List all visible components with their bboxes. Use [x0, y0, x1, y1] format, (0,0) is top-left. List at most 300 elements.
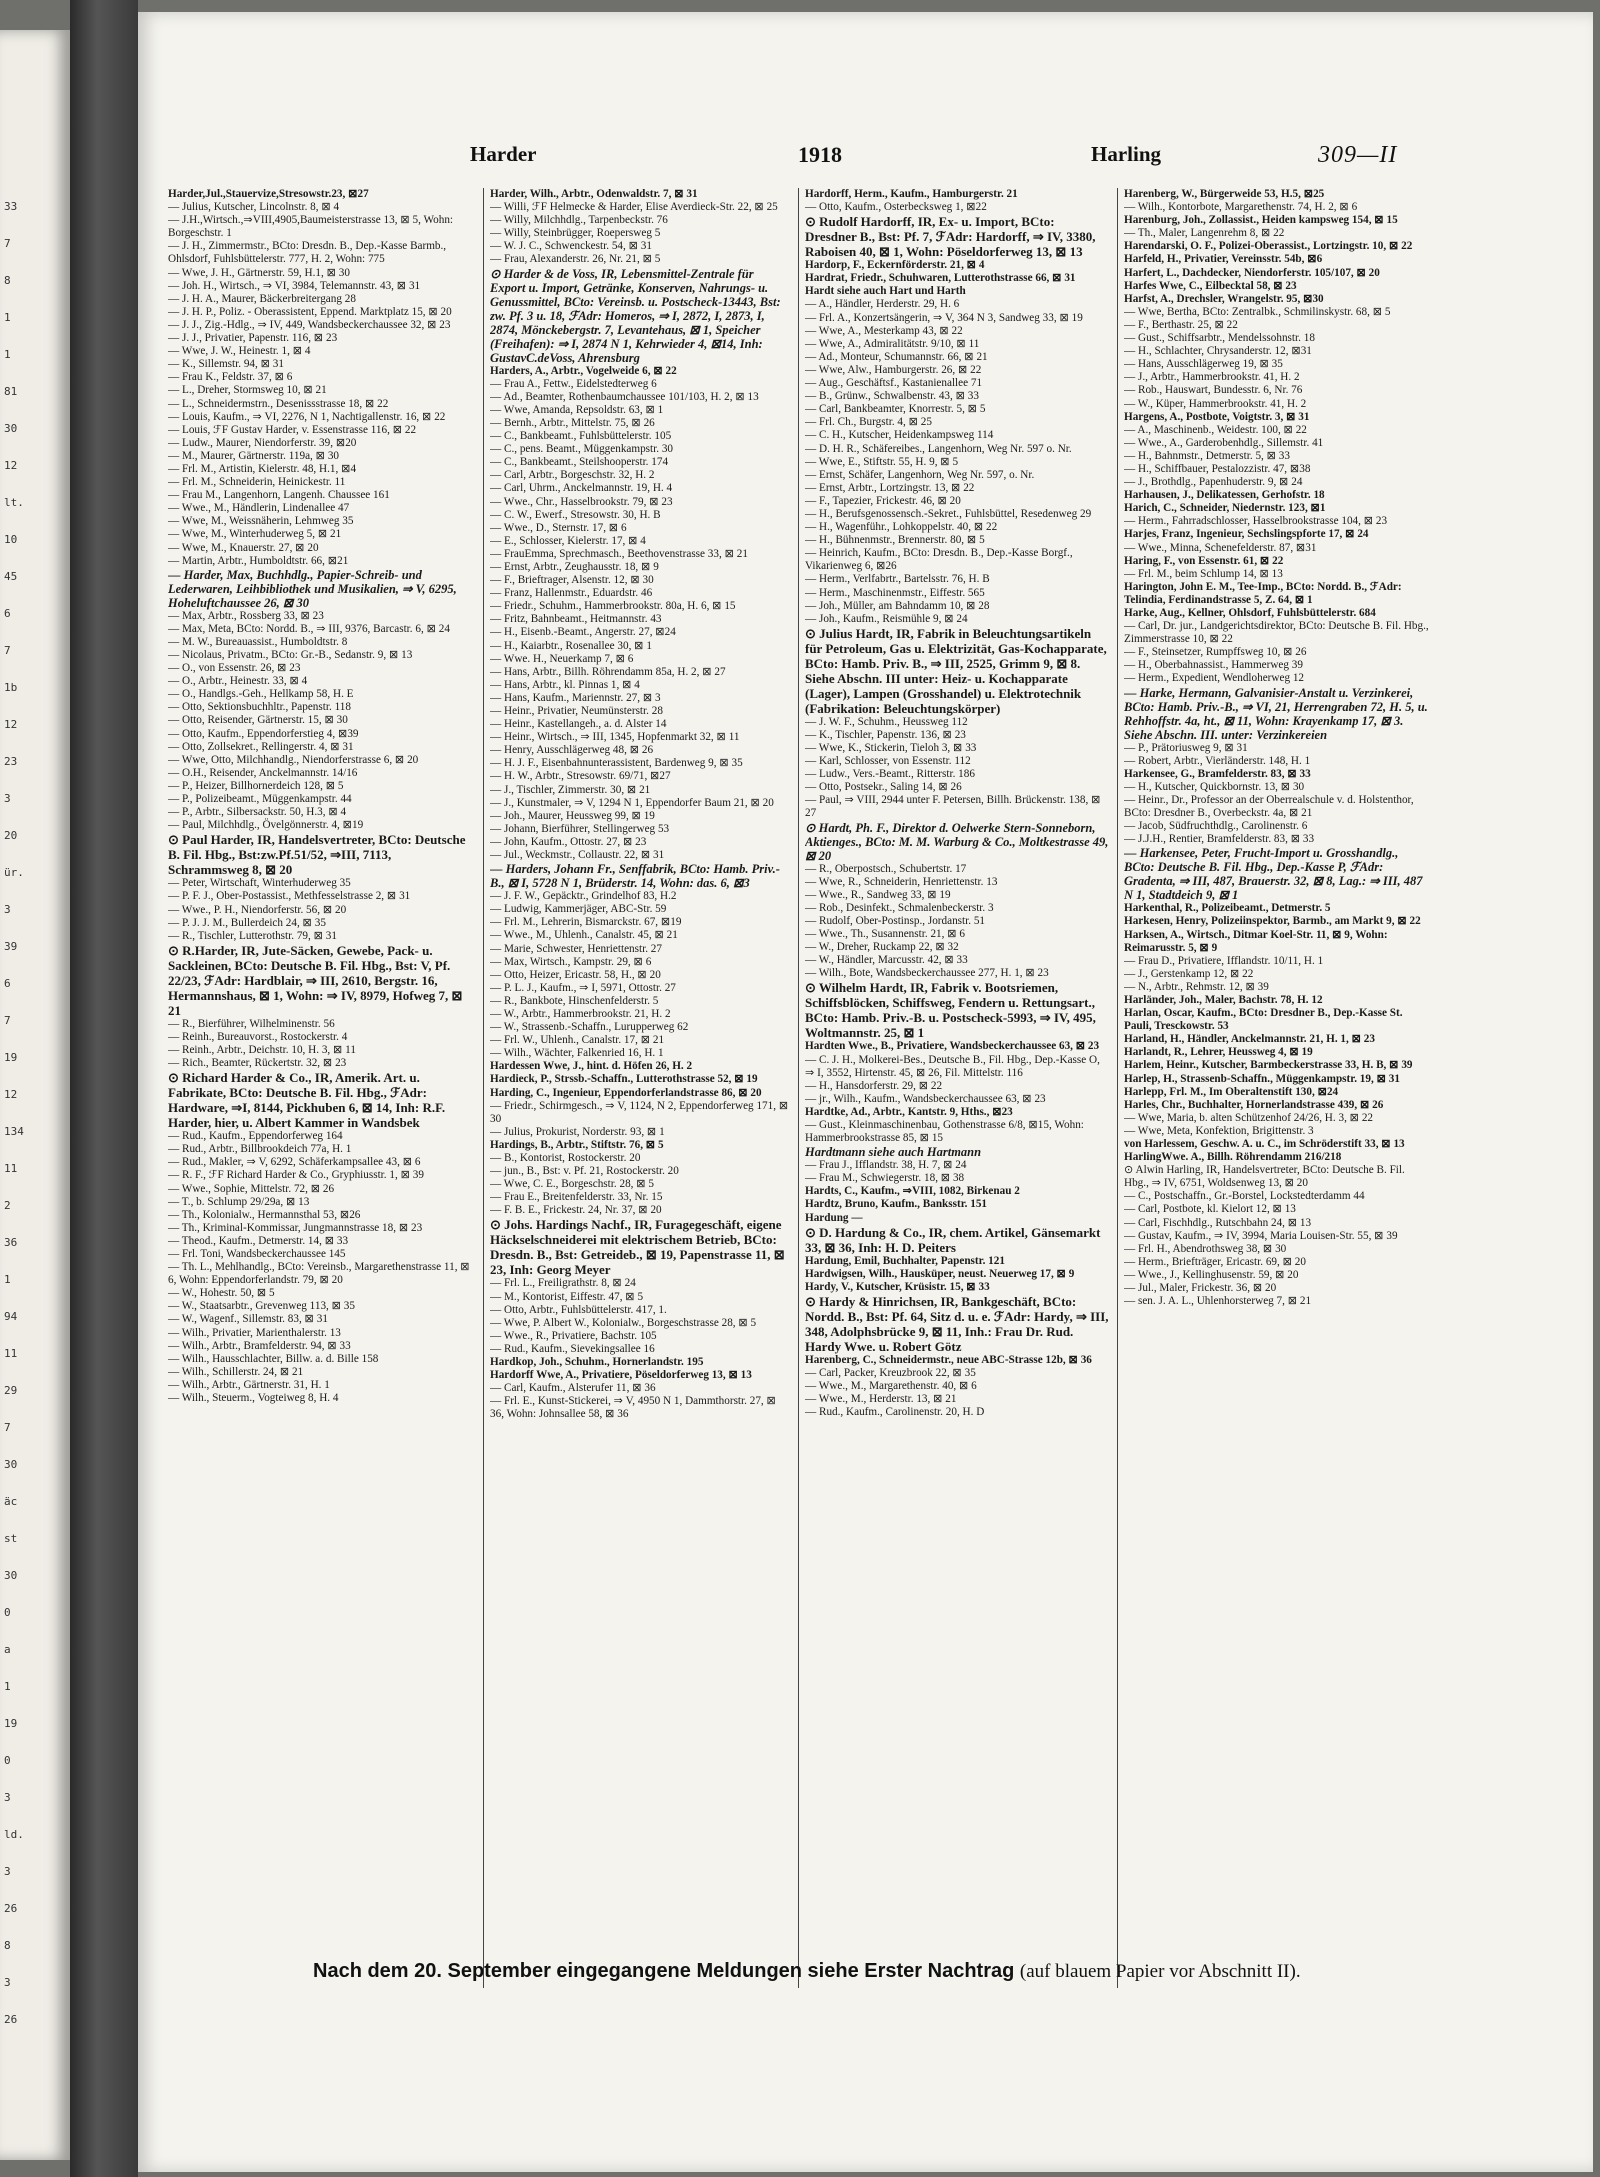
directory-entry: Harenberg, C., Schneidermstr., neue ABC-Strasse 12b, ⊠ 36	[805, 1353, 1092, 1366]
directory-entry: — Wwe, A., Admiralitätstr. 9/10, ⊠ 11	[805, 337, 980, 350]
left-page-fragment: 26	[4, 2013, 18, 2026]
directory-entry: — F., Brieftrager, Alsenstr. 12, ⊠ 30	[490, 574, 654, 587]
directory-entry: — Ludw., Maurer, Niendorferstr. 39, ⊠20	[168, 436, 357, 449]
directory-entry: — J. H. A., Maurer, Bäckerbreitergang 28	[168, 292, 356, 305]
directory-entry: — Harke, Hermann, Galvanisier-Anstalt u. Verzinkerei, BCto: Hamb. Priv.-B., ⇒ VI, 21, Herrengraben 72, H. 5, u. Rehhoffstr. 4a, ht., ⊠ 11, Wohn: Krayenkamp 17, ⊠ 3. Siehe Abschn. III. unter: Verzinkereien	[1124, 685, 1428, 742]
directory-entry: — Ad., Monteur, Schumannstr. 66, ⊠ 21	[805, 350, 988, 363]
directory-entry: — P., Arbtr., Silbersackstr. 50, H.3, ⊠ 4	[168, 806, 347, 819]
directory-entry: — Frau J., Ifflandstr. 38, H. 7, ⊠ 24	[805, 1159, 967, 1172]
column-divider	[483, 188, 484, 1988]
directory-entry: — Ludw., Vers.-Beamt., Ritterstr. 186	[805, 768, 975, 781]
directory-entry: — F., Berthastr. 25, ⊠ 22	[1124, 318, 1238, 331]
left-page-fragment: ür.	[4, 866, 24, 879]
directory-entry: — H., Hansdorferstr. 29, ⊠ 22	[805, 1079, 943, 1092]
directory-entry: — FrauEmma, Sprechmasch., Beethovenstrasse 33, ⊠ 21	[490, 547, 748, 560]
directory-entry: — W., Strassenb.-Schaffn., Lurupperweg 62	[490, 1021, 689, 1034]
left-page-fragment: 20	[4, 829, 18, 842]
directory-entry: — J. F. W., Gepäcktr., Grindelhof 83, H.2	[490, 890, 677, 903]
directory-entry: — Frl. M., beim Schlump 14, ⊠ 13	[1124, 567, 1283, 580]
left-page-fragment: 3	[4, 1976, 11, 1989]
directory-entry: Harlepp, Frl. M., Im Oberaltenstift 130, ⊠24	[1124, 1085, 1339, 1098]
directory-entry: — Wwe., Chr., Hasselbrookstr. 79, ⊠ 23	[490, 495, 673, 508]
directory-entry: — Heinr., Kastellangeh., a. d. Alster 14	[490, 718, 667, 731]
directory-entry: — Otto, Reisender, Gärtnerstr. 15, ⊠ 30	[168, 714, 348, 727]
directory-entry: — Hans, Arbtr., Billh. Röhrendamm 85a, H. 2, ⊠ 27	[490, 665, 726, 678]
directory-entry: — Theod., Kaufm., Detmerstr. 14, ⊠ 33	[168, 1234, 349, 1247]
directory-entry: — Th., Maler, Langenrehm 8, ⊠ 22	[1124, 227, 1285, 240]
directory-entry: — Rich., Beamter, Rückertstr. 32, ⊠ 23	[168, 1057, 347, 1070]
directory-entry: — C., Postschaffn., Gr.-Borstel, Lockstedterdamm 44	[1124, 1190, 1365, 1203]
directory-entry: ⊙ Johs. Hardings Nachf., IR, Furagegeschäft, eigene Häckselschneiderei mit elektrischem Betrieb, BCto: Dresdn. B., Bst: Getreideb., ⊠ 19, Papenstrasse 11, ⊠ 23, Inh: Georg Meyer	[490, 1217, 785, 1278]
left-page-fragment: 94	[4, 1310, 18, 1323]
directory-entry: Hardkop, Joh., Schuhm., Hornerlandstr. 195	[490, 1356, 704, 1369]
directory-entry: — K., Tischler, Papenstr. 136, ⊠ 23	[805, 728, 966, 741]
left-page-fragment: 3	[4, 792, 11, 805]
directory-entry: — Ernst, Arbtr., Lortzingstr. 13, ⊠ 22	[805, 481, 975, 494]
directory-entry: — P. F. J., Ober-Postassist., Methfesselstrasse 2, ⊠ 31	[168, 890, 411, 903]
directory-entry: — Jul., Maler, Frickestr. 36, ⊠ 20	[1124, 1282, 1277, 1295]
directory-entry: — Wwe, Bertha, BCto: Zentralbk., Schmilinskystr. 68, ⊠ 5	[1124, 305, 1391, 318]
footer-note	[313, 1960, 1563, 1992]
directory-entry: — Heinr., Dr., Professor an der Oberrealschule v. d. Holstenthor, BCto: Dresdner B., Overbeckstr. 4a, ⊠ 21	[1124, 793, 1414, 820]
directory-entry: Harding, C., Ingenieur, Eppendorferlandstrasse 86, ⊠ 20	[490, 1086, 762, 1099]
directory-entry: — Karl, Schlosser, von Essenstr. 112	[805, 755, 971, 768]
directory-entry: — H., Berufsgenossensch.-Sekret., Fuhlsbüttel, Resedenweg 29	[805, 507, 1092, 520]
directory-entry: — Johann, Bierführer, Stellingerweg 53	[490, 822, 670, 835]
directory-entry: Harles, Chr., Buchhalter, Hornerlandstrasse 439, ⊠ 26	[1124, 1098, 1384, 1111]
directory-entry: ⊙ R.Harder, IR, Jute-Säcken, Gewebe, Pack- u. Sackleinen, BCto: Deutsche B. Fil. Hbg., Bst: V, Pf. 22/23, ℱAdr: Hardblair, ⇒ III, 2610, Bergstr. 16, Hermannshaus, ⊠ 1, Wohn: ⇒ IV, 8979, Hofweg 7, ⊠ 21	[168, 942, 463, 1018]
directory-entry: — Carl, Fischhdlg., Rutschbahn 24, ⊠ 13	[1124, 1216, 1312, 1229]
directory-entry: — Reinh., Bureauvorst., Rostockerstr. 4	[168, 1030, 348, 1043]
directory-entry: — W., Händler, Marcusstr. 42, ⊠ 33	[805, 954, 968, 967]
directory-entry: — D. H. R., Schäfereibes., Langenhorn, Weg Nr. 597 o. Nr.	[805, 442, 1072, 455]
directory-entry: Harkensee, G., Bramfelderstr. 83, ⊠ 33	[1124, 767, 1311, 780]
directory-entry: — Wilh., Kontorbote, Margarethenstr. 74, H. 2, ⊠ 6	[1124, 201, 1358, 214]
directory-entry: — Carl, Kaufm., Alsterufer 11, ⊠ 36	[490, 1382, 656, 1395]
directory-entry: — Harder, Max, Buchhdlg., Papier-Schreib- und Lederwaren, Leihbibliothek und Musikalien, ⇒ V, 6295, Hoheluftchaussee 26, ⊠ 30	[168, 567, 457, 610]
directory-entry: — Carl, Uhrm., Anckelmannstr. 19, H. 4	[490, 482, 673, 495]
directory-entry: — Carl, Arbtr., Borgeschstr. 32, H. 2	[490, 469, 655, 482]
directory-entry: Harfst, A., Drechsler, Wrangelstr. 95, ⊠30	[1124, 292, 1324, 305]
directory-entry: — Wwe., P. H., Niendorferstr. 56, ⊠ 20	[168, 903, 347, 916]
directory-entry: — Willy, Steinbrügger, Roepersweg 5	[490, 227, 661, 240]
directory-entry: Harendarski, O. F., Polizei-Oberassist., Lortzingstr. 10, ⊠ 22	[1124, 240, 1413, 253]
directory-entry: Hardorff Wwe, A., Privatiere, Pöseldorferweg 13, ⊠ 13	[490, 1369, 752, 1382]
directory-entry: Harlandt, R., Lehrer, Heussweg 4, ⊠ 19	[1124, 1046, 1313, 1059]
directory-entry: — J. J., Privatier, Papenstr. 116, ⊠ 23	[168, 332, 338, 345]
directory-entry: — P. L. J., Kaufm., ⇒ I, 5971, Ottostr. 27	[490, 981, 676, 994]
header-year: 1918	[798, 142, 842, 167]
directory-entry: Harfeld, H., Privatier, Vereinsstr. 54b, ⊠6	[1124, 253, 1323, 266]
directory-entry: — Herm., Verlfabrtr., Bartelsstr. 76, H. B	[805, 573, 990, 586]
directory-entry: — W., Arbtr., Hammerbrookstr. 21, H. 2	[490, 1007, 671, 1020]
directory-entry: — J.J.H., Rentier, Bramfelderstr. 83, ⊠ 33	[1124, 833, 1315, 846]
directory-entry: — Frl. L., Freiligrathstr. 8, ⊠ 24	[490, 1277, 636, 1290]
directory-entry: — F. B. E., Frickestr. 24, Nr. 37, ⊠ 20	[490, 1204, 662, 1217]
directory-entry: — Carl, Bankbeamter, Knorrestr. 5, ⊠ 5	[805, 403, 986, 416]
directory-entry: — Th., Kriminal-Kommissar, Jungmannstrasse 18, ⊠ 23	[168, 1221, 423, 1234]
left-page-fragment: 1b	[4, 681, 18, 694]
directory-entry: — Wilh., Hausschlachter, Billw. a. d. Bille 158	[168, 1352, 379, 1365]
directory-entry: — B., Grünw., Schwalbenstr. 43, ⊠ 33	[805, 390, 979, 403]
directory-entry: ⊙ Rudolf Hardorff, IR, Ex- u. Import, BCto: Dresdner B., Bst: Pf. 7, ℱAdr: Hardorff, ⇒ IV, 3380, Raboisen 40, ⊠ 1, Wohn: Pöseldorferweg 13, ⊠ 13	[805, 214, 1096, 260]
directory-entry: Hardung —	[805, 1211, 863, 1224]
directory-entry: — Frau M., Langenhorn, Langenh. Chaussee 161	[168, 489, 390, 502]
directory-entry: — Julius, Prokurist, Norderstr. 93, ⊠ 1	[490, 1125, 665, 1138]
directory-entry: Hardtz, Bruno, Kaufm., Banksstr. 151	[805, 1198, 988, 1211]
directory-entry: von Harlessem, Geschw. A. u. C., im Schröderstift 33, ⊠ 13	[1124, 1138, 1405, 1150]
directory-entry: Hardung, Emil, Buchhalter, Papenstr. 121	[805, 1254, 1005, 1267]
left-page-fragment: 7	[4, 1014, 11, 1027]
directory-entry: Hardt siehe auch Hart und Harth	[805, 285, 966, 298]
directory-entry: — O., von Essenstr. 26, ⊠ 23	[168, 662, 301, 675]
directory-entry: — Wwe., M., Margarethenstr. 40, ⊠ 6	[805, 1380, 977, 1393]
page-header	[158, 142, 1553, 182]
directory-entry: — Wilh., Arbtr., Bramfelderstr. 94, ⊠ 33	[168, 1339, 351, 1352]
directory-entry: — Rob., Hauswart, Bundesstr. 6, Nr. 76	[1124, 384, 1303, 397]
left-page-fragment: 30	[4, 1569, 18, 1582]
directory-entry: — Wwe, R., Schneiderin, Henriettenstr. 13	[805, 875, 998, 888]
directory-entry: Hardorp, F., Eckernförderstr. 21, ⊠ 4	[805, 259, 985, 272]
left-page-fragment: st	[4, 1532, 18, 1545]
directory-entry: Hardorff, Herm., Kaufm., Hamburgerstr. 21	[805, 188, 1018, 200]
left-page-fragment: 7	[4, 644, 11, 657]
directory-entry: — Wilh., Privatier, Marienthalerstr. 13	[168, 1326, 341, 1339]
directory-entry: — P. J. J. M., Bullerdeich 24, ⊠ 35	[168, 916, 326, 929]
directory-entry: — Wwe, A., Mesterkamp 43, ⊠ 22	[805, 324, 963, 337]
directory-entry: — H. J. F., Eisenbahnunterassistent, Bardenweg 9, ⊠ 35	[490, 757, 743, 770]
directory-entry: Harders, A., Arbtr., Vogelweide 6, ⊠ 22	[490, 364, 677, 377]
left-page-fragment: 36	[4, 1236, 18, 1249]
directory-entry: — Frl. M., Artistin, Kielerstr. 48, H.1, ⊠4	[168, 462, 357, 475]
directory-entry: — Otto, Zollsekret., Rellingerstr. 4, ⊠ 31	[168, 740, 354, 753]
directory-entry: — Wwe, M., Weissnäherin, Lehmweg 35	[168, 515, 354, 528]
directory-entry: Harlem, Heinr., Kutscher, Barmbeckerstrasse 33, H. B, ⊠ 39	[1124, 1059, 1413, 1072]
directory-entry: — C. J. H., Molkerei-Bes., Deutsche B., Fil. Hbg., Dep.-Kasse O, ⇒ I, 3552, Hirtenstr. 45, ⊠ 26, Fil. Mittelstr. 116	[805, 1053, 1100, 1079]
directory-entry: — Wwe, J. H., Gärtnerstr. 59, H.1, ⊠ 30	[168, 266, 350, 279]
directory-entry: — Robert, Arbtr., Vierländerstr. 148, H. 1	[1124, 754, 1311, 767]
directory-entry: — Wwe. H., Neuerkamp 7, ⊠ 6	[490, 652, 634, 665]
directory-entry: — H., Wagenführ., Lohkoppelstr. 40, ⊠ 22	[805, 521, 998, 534]
directory-entry: — H., Bühnenmstr., Brennerstr. 80, ⊠ 5	[805, 534, 985, 547]
directory-entry: — Frl. E., Kunst-Stickerei, ⇒ V, 4950 N 1, Dammthorstr. 27, ⊠ 36, Wohn: Johnsallee 58, ⊠ 36	[490, 1395, 776, 1421]
directory-entry: — Wwe., M., Händlerin, Lindenallee 47	[168, 502, 350, 515]
directory-entry: — A., Händler, Herderstr. 29, H. 6	[805, 298, 960, 311]
directory-entry: — Wwe., R., Privatiere, Bachstr. 105	[490, 1329, 657, 1342]
directory-entry: — Herm., Briefträger, Ericastr. 69, ⊠ 20	[1124, 1255, 1306, 1268]
directory-entry: — Paul, Milchhdlg., Övelgönnerstr. 4, ⊠19	[168, 819, 364, 832]
directory-entry: — R., Tischler, Lutterothstr. 79, ⊠ 31	[168, 929, 337, 942]
left-page-fragment: 29	[4, 1384, 18, 1397]
directory-entry: — Marie, Schwester, Henriettenstr. 27	[490, 942, 662, 955]
directory-entry: Hardessen Wwe, J., hint. d. Höfen 26, H. 2	[490, 1060, 693, 1073]
left-page-fragment: 19	[4, 1051, 18, 1064]
left-page-fragment: 12	[4, 459, 18, 472]
directory-entry: — W., Hohestr. 50, ⊠ 5	[168, 1287, 275, 1300]
directory-entry: — O., Handlgs.-Geh., Hellkamp 58, H. E	[168, 688, 354, 701]
directory-entry: Harlep, H., Strassenb-Schaffn., Müggenkampstr. 19, ⊠ 31	[1124, 1072, 1400, 1085]
left-page-fragment: 11	[4, 1162, 18, 1175]
directory-entry: — Wwe., M., Herderstr. 13, ⊠ 21	[805, 1393, 957, 1406]
directory-entry: — Rob., Desinfekt., Schmalenbeckerstr. 3	[805, 901, 994, 914]
directory-entry: — Rud., Kaufm., Carolinenstr. 20, H. D	[805, 1406, 985, 1419]
left-page-fragment: 0	[4, 1606, 11, 1619]
directory-entry: — Friedr., Schirmgesch., ⇒ V, 1124, N 2, Eppendorferweg 171, ⊠ 30	[490, 1099, 789, 1125]
directory-entry: — E., Schlosser, Kielerstr. 17, ⊠ 4	[490, 534, 646, 547]
directory-entry: — Gust., Kleinmaschinenbau, Gothenstrasse 6/8, ⊠15, Wohn: Hammerbrookstrasse 85, ⊠ 15	[805, 1118, 1084, 1145]
directory-entry: — Jul., Weckmstr., Collaustr. 22, ⊠ 31	[490, 849, 665, 862]
directory-entry: — J. H., Zimmermstr., BCto: Dresdn. B., Dep.-Kasse Barmb., Ohlsdorf, Fuhlsbüttelerstr. 777, H. 2, Wohn: 775	[168, 240, 447, 266]
directory-entry: — Hans, Kaufm., Mariennstr. 27, ⊠ 3	[490, 691, 661, 704]
directory-entry: ⊙ Alwin Harling, IR, Handelsvertreter, BCto: Deutsche B. Fil. Hbg., ⇒ IV, 6751, Woldsenweg 13, ⊠ 20	[1124, 1164, 1405, 1190]
directory-entry: Hardtmann siehe auch Hartmann	[805, 1145, 982, 1160]
directory-column-1	[168, 188, 474, 1988]
directory-entry: — Wwe, M., Knauerstr. 27, ⊠ 20	[168, 541, 319, 554]
directory-entry: — Hans, Ausschlägerweg 19, ⊠ 35	[1124, 358, 1283, 371]
directory-entry: — Frau M., Schwiegerstr. 18, ⊠ 38	[805, 1172, 965, 1185]
left-page-fragment: 39	[4, 940, 18, 953]
directory-entry: — Wwe., Minna, Schenefelderstr. 87, ⊠31	[1124, 541, 1317, 554]
directory-entry: Harländer, Joh., Maler, Bachstr. 78, H. 12	[1124, 993, 1323, 1006]
directory-entry: — Ernst, Schäfer, Langenhorn, Weg Nr. 597, o. Nr.	[805, 468, 1035, 481]
directory-entry: — Harders, Johann Fr., Senffabrik, BCto: Hamb. Priv.-B., ⊠ I, 5728 N 1, Brüderstr. 14, Wohn: das. 6, ⊠3	[490, 862, 780, 891]
directory-entry: Harder,Jul.,Stauervize,Stresowstr.23, ⊠27	[168, 188, 369, 200]
directory-entry: — Wwe, C. E., Borgeschstr. 28, ⊠ 5	[490, 1178, 655, 1191]
directory-entry: — Aug., Geschäftsf., Kastanienallee 71	[805, 377, 983, 390]
directory-entry: — Wwe., D., Sternstr. 17, ⊠ 6	[490, 521, 627, 534]
directory-entry: — Rud., Arbtr., Billbrookdeich 77a, H. 1	[168, 1143, 352, 1156]
directory-entry: Hardts, C., Kaufm., ⇒VIII, 1082, Birkenau 2	[805, 1185, 1020, 1198]
directory-entry: Harkenthal, R., Polizeibeamt., Detmerstr. 5	[1124, 902, 1331, 915]
directory-entry: — J., Tischler, Zimmerstr. 30, ⊠ 21	[490, 783, 651, 796]
directory-entry: — Carl, Postbote, kl. Kielort 12, ⊠ 13	[1124, 1203, 1296, 1216]
directory-entry: — Otto, Heizer, Ericastr. 58, H., ⊠ 20	[490, 968, 661, 981]
left-page-fragment: 23	[4, 755, 18, 768]
directory-entry: — Frl. Toni, Wandsbeckerchaussee 145	[168, 1248, 346, 1260]
directory-entry: — Bernh., Arbtr., Mittelstr. 75, ⊠ 26	[490, 416, 655, 429]
directory-entry: Haring, F., von Essenstr. 61, ⊠ 22	[1124, 554, 1284, 567]
directory-entry: — Otto, Kaufm., Eppendorferstieg 4, ⊠39	[168, 727, 359, 740]
directory-entry: — Joh. H., Wirtsch., ⇒ VI, 3984, Telemannstr. 43, ⊠ 31	[168, 279, 421, 292]
directory-entry: — Frau D., Privatiere, Ifflandstr. 10/11, H. 1	[1124, 954, 1324, 967]
directory-entry: — Henry, Ausschlägerweg 48, ⊠ 26	[490, 744, 654, 757]
directory-entry: — Wwe., J., Kellinghusenstr. 59, ⊠ 20	[1124, 1268, 1299, 1281]
directory-entry: — R. F., ℱF Richard Harder & Co., Gryphiusstr. 1, ⊠ 39	[168, 1169, 424, 1182]
directory-entry: Harhausen, J., Delikatessen, Gerhofstr. 18	[1124, 489, 1325, 502]
book-gutter	[70, 0, 138, 2177]
directory-entry: — Julius, Kutscher, Lincolnstr. 8, ⊠ 4	[168, 201, 340, 214]
directory-entry: — J., Brothdlg., Papenhuderstr. 9, ⊠ 24	[1124, 476, 1303, 489]
directory-entry: — Wwe, Alw., Hamburgerstr. 26, ⊠ 22	[805, 363, 982, 376]
directory-column-2	[490, 188, 790, 1988]
left-page-fragment: 8	[4, 1939, 11, 1952]
directory-entry: — Frl. M., Schneiderin, Heinickestr. 11	[168, 476, 346, 489]
directory-entry: — L., Dreher, Stormsweg 10, ⊠ 21	[168, 384, 327, 397]
directory-entry: ⊙ Paul Harder, IR, Handelsvertreter, BCto: Deutsche B. Fil. Hbg., Bst:zw.Pf.51/52, ⇒III, 7113, Schrammsweg 8, ⊠ 20	[168, 832, 466, 878]
left-page-fragment: 6	[4, 977, 11, 990]
directory-entry: — Ad., Beamter, Rothenbaumchaussee 101/103, H. 2, ⊠ 13	[490, 390, 759, 403]
directory-entry: ⊙ Richard Harder & Co., IR, Amerik. Art. u. Fabrikate, BCto: Deutsche B. Fil. Hbg., ℱAdr: Hardware, ⇒I, 8144, Pickhuben 6, ⊠ 14, Inh: R.F. Harder, hier, u. Albert Kammer in Wandsbek	[168, 1070, 446, 1131]
directory-entry: — Frl. A., Konzertsängerin, ⇒ V, 364 N 3, Sandweg 33, ⊠ 19	[805, 311, 1083, 324]
column-divider	[1117, 188, 1118, 1988]
directory-entry: — Wwe, M., Winterhuderweg 5, ⊠ 21	[168, 528, 342, 541]
directory-entry: Harfert, L., Dachdecker, Niendorferstr. 105/107, ⊠ 20	[1124, 266, 1380, 279]
left-page-fragment: 7	[4, 1421, 11, 1434]
directory-entry: — Wwe., Sophie, Mittelstr. 72, ⊠ 26	[168, 1182, 335, 1195]
directory-entry: — W. J. C., Schwenckestr. 54, ⊠ 31	[490, 240, 652, 253]
directory-entry: — F., Tapezier, Frickestr. 46, ⊠ 20	[805, 494, 961, 507]
directory-entry: — C., Bankbeamt., Fuhlsbüttelerstr. 105	[490, 430, 672, 443]
directory-entry: — Max, Wirtsch., Kampstr. 29, ⊠ 6	[490, 955, 652, 968]
directory-entry: — L., Schneidermstrn., Desenissstrasse 18, ⊠ 22	[168, 397, 389, 410]
directory-entry: — Wwe, K., Stickerin, Tieloh 3, ⊠ 33	[805, 742, 977, 754]
page-number: 309—II	[1318, 142, 1398, 168]
directory-entry: — Heinr., Wirtsch., ⇒ III, 1345, Hopfenmarkt 32, ⊠ 11	[490, 731, 740, 744]
directory-entry: — H., Oberbahnassist., Hammerweg 39	[1124, 659, 1303, 672]
left-page-fragment: 10	[4, 533, 18, 546]
directory-entry: — Herm., Fahrradschlosser, Hasselbrookstrasse 104, ⊠ 23	[1124, 515, 1388, 528]
directory-entry: Harder, Wilh., Arbtr., Odenwaldstr. 7, ⊠ 31	[490, 188, 698, 200]
directory-entry: — Reinh., Arbtr., Deichstr. 10, H. 3, ⊠ 11	[168, 1043, 356, 1056]
directory-entry: Hardrat, Friedr., Schuhwaren, Lutterothstrasse 66, ⊠ 31	[805, 272, 1076, 285]
directory-entry: ⊙ Hardy & Hinrichsen, IR, Bankgeschäft, BCto: Nordd. B., Bst: Pf. 64, Sitz d. u. e. ℱAdr: Hardy, ⇒ III, 348, Adolphsbrücke 9, ⊠ 11, Inh.: Frau Dr. Rud. Hardy Wwe. u. Robert Götz	[805, 1293, 1109, 1354]
directory-entry: — Wilh., Schillerstr. 24, ⊠ 21	[168, 1365, 304, 1378]
header-first-entry: Harder	[470, 142, 537, 166]
directory-entry: ⊙ Harder & de Voss, IR, Lebensmittel-Zentrale für Export u. Import, Getränke, Konserven, Nahrungs- u. Genussmittel, BCto: Vereinsb. u. Postscheck-13443, Bst: zw. Pf. 3 u. 18, ℱAdr: Homeros, ⇒ I, 2872, I, 2873, I, 2874, Mönckebergstr. 7, Levantehaus, ⊠ 1, Speicher (Freihafen): ⇒ I, 2874 N 1, Kehrwieder 4, ⊠14, Inh: GustavC.deVoss, Ahrensburg	[490, 266, 781, 365]
left-page-fragment: ld.	[4, 1828, 24, 1841]
directory-entry: — M., Kontorist, Eiffestr. 47, ⊠ 5	[490, 1290, 644, 1303]
directory-entry: — Th. L., Mehlhandlg., BCto: Vereinsb., Margarethenstrasse 11, ⊠ 6, Wohn: Eppendorferlandstr. 79, ⊠ 20	[168, 1261, 470, 1287]
directory-entry: — jun., B., Bst: v. Pf. 21, Rostockerstr. 20	[490, 1165, 679, 1178]
directory-entry: — Rud., Kaufm., Eppendorferweg 164	[168, 1130, 343, 1143]
directory-entry: — Joh., Müller, am Bahndamm 10, ⊠ 28	[805, 599, 990, 612]
directory-entry: — R., Oberpostsch., Schubertstr. 17	[805, 862, 967, 875]
directory-entry: — F., Steinsetzer, Rumpffsweg 10, ⊠ 26	[1124, 646, 1307, 659]
left-page-fragment: 3	[4, 1865, 11, 1878]
directory-entry: — Herm., Maschinenmstr., Eiffestr. 565	[805, 586, 985, 599]
directory-columns	[138, 188, 1593, 2008]
footer-note-paren: (auf blauem Papier vor Abschnitt II).	[1019, 1961, 1301, 1982]
directory-entry: — M. W., Bureauassist., Humboldtstr. 8	[168, 635, 348, 648]
directory-entry: — jr., Wilh., Kaufm., Wandsbeckerchaussee 63, ⊠ 23	[805, 1092, 1046, 1105]
left-page-fragment: 45	[4, 570, 18, 583]
directory-entry: — J., Arbtr., Hammerbrookstr. 41, H. 2	[1124, 371, 1300, 384]
directory-entry: Harjes, Franz, Ingenieur, Sechslingspforte 17, ⊠ 24	[1124, 528, 1369, 541]
directory-entry: ⊙ Hardt, Ph. F., Direktor d. Oelwerke Stern-Sonneborn, Aktienges., BCto: M. M. Warburg & Co., Moltkestrasse 49, ⊠ 20	[805, 820, 1109, 863]
directory-page	[138, 12, 1593, 2172]
directory-entry: — Wwe., Th., Susannenstr. 21, ⊠ 6	[805, 928, 965, 941]
directory-entry: — Max, Meta, BCto: Nordd. B., ⇒ III, 9376, Barcastr. 6, ⊠ 24	[168, 622, 450, 635]
directory-entry: — Frl. H., Abendrothsweg 38, ⊠ 30	[1124, 1242, 1287, 1255]
directory-entry: — Heinrich, Kaufm., BCto: Dresdn. B., Dep.-Kasse Borgf., Vikarienweg 6, ⊠26	[805, 547, 1073, 573]
left-page-fragment: 12	[4, 1088, 18, 1101]
directory-entry: — Otto, Sektionsbuchhltr., Papenstr. 118	[168, 701, 351, 714]
left-page-fragment: 1	[4, 1273, 11, 1286]
directory-entry: — Rud., Kaufm., Sievekingsallee 16	[490, 1342, 655, 1355]
directory-entry: Harke, Aug., Kellner, Ohlsdorf, Fuhlsbüttelerstr. 684	[1124, 607, 1376, 619]
left-page-fragment: 30	[4, 1458, 18, 1471]
directory-entry: — Carl, Dr. jur., Landgerichtsdirektor, BCto: Deutsche B. Fil. Hbg., Zimmerstrasse 10, ⊠ 22	[1124, 620, 1429, 646]
directory-entry: — J., Kunstmaler, ⇒ V, 1294 N 1, Eppendorfer Baum 21, ⊠ 20	[490, 796, 774, 809]
directory-entry: — Wilh., Bote, Wandsbeckerchaussee 277, H. 1, ⊠ 23	[805, 967, 1049, 980]
directory-entry: — Wilh., Arbtr., Gärtnerstr. 31, H. 1	[168, 1378, 330, 1391]
directory-entry: — T., b. Schlump 29/29a, ⊠ 13	[168, 1195, 310, 1208]
directory-entry: — Otto, Arbtr., Fuhlsbüttelerstr. 417, 1.	[490, 1303, 667, 1316]
left-page-fragment: a	[4, 1643, 11, 1656]
directory-entry: — Harkensee, Peter, Frucht-Import u. Grosshandlg., BCto: Deutsche B. Fil. Hbg., Dep.-Kasse P, ℱAdr: Gradenta, ⇒ III, 487, Brauerstr. 32, ⊠ 8, Lag.: ⇒ III, 487 N 1, Stadtdeich 9, ⊠ 1	[1124, 846, 1423, 903]
directory-entry: — Heinr., Privatier, Neumünsterstr. 28	[490, 705, 663, 717]
directory-entry: Harland, H., Händler, Anckelmannstr. 21, H. 1, ⊠ 23	[1124, 1033, 1375, 1046]
directory-entry: — N., Arbtr., Rehmstr. 12, ⊠ 39	[1124, 980, 1269, 993]
directory-entry: — Gust., Schiffsarbtr., Mendelssohnstr. 18	[1124, 332, 1315, 345]
left-page-fragment: 1	[4, 348, 11, 361]
left-page-fragment: 33	[4, 200, 18, 213]
directory-entry: Harich, C., Schneider, Niedernstr. 123, ⊠1	[1124, 502, 1326, 515]
directory-column-4	[1124, 188, 1430, 1988]
directory-entry: Harenberg, W., Bürgerweide 53, H.5, ⊠25	[1124, 188, 1325, 200]
left-page-fragment: 1	[4, 1680, 11, 1693]
directory-entry: — Otto, Kaufm., Osterbecksweg 1, ⊠22	[805, 201, 987, 214]
directory-entry: — Willy, Milchhdlg., Tarpenbeckstr. 76	[490, 214, 668, 227]
directory-entry: — Ernst, Arbtr., Zeughausstr. 18, ⊠ 9	[490, 560, 659, 573]
directory-entry: — Wwe, P. Albert W., Kolonialw., Borgeschstrasse 28, ⊠ 5	[490, 1316, 757, 1329]
directory-entry: — H., Kaiarbtr., Rosenallee 30, ⊠ 1	[490, 639, 652, 652]
directory-entry: HarlingWwe. A., Billh. Röhrendamm 216/218	[1124, 1151, 1342, 1164]
directory-entry: — Rudolf, Ober-Postinsp., Jordanstr. 51	[805, 914, 986, 927]
directory-entry: — W., Dreher, Ruckamp 22, ⊠ 32	[805, 941, 959, 954]
directory-entry: — A., Maschinenb., Weidestr. 100, ⊠ 22	[1124, 423, 1307, 436]
directory-entry: — Friedr., Schuhm., Hammerbrookstr. 80a, H. 6, ⊠ 15	[490, 600, 736, 613]
directory-entry: Hargens, A., Postbote, Voigtstr. 3, ⊠ 31	[1124, 410, 1310, 423]
left-page-fragment: 81	[4, 385, 18, 398]
directory-entry: Harkesen, Henry, Polizeiinspektor, Barmb., am Markt 9, ⊠ 22	[1124, 915, 1421, 928]
header-last-entry: Harling	[1091, 142, 1162, 166]
directory-entry: — Th., Kolonialw., Hermannsthal 53, ⊠26	[168, 1208, 361, 1221]
directory-entry: — sen. J. A. L., Uhlenhorsterweg 7, ⊠ 21	[1124, 1295, 1312, 1308]
directory-entry: — J.H.,Wirtsch.,⇒VIII,4905,Baumeisterstrasse 13, ⊠ 5, Wohn: Borgeschstr. 1	[168, 214, 454, 240]
directory-entry: — Wwe, Otto, Milchhandlg., Niendorferstrasse 6, ⊠ 20	[168, 753, 419, 766]
directory-entry: — John, Kaufm., Ottostr. 27, ⊠ 23	[490, 835, 647, 848]
directory-entry: — Herm., Expedient, Wendloherweg 12	[1124, 672, 1305, 685]
directory-entry: — Jacob, Südfruchthdlg., Carolinenstr. 6	[1124, 820, 1308, 833]
directory-entry: — Frl. Ch., Burgstr. 4, ⊠ 25	[805, 416, 932, 429]
left-page-fragment: 3	[4, 1791, 11, 1804]
directory-entry: — Ludwig, Kammerjäger, ABC-Str. 59	[490, 903, 667, 916]
directory-entry: Hardieck, P., Strssb.-Schaffn., Lutterothstrasse 52, ⊠ 19	[490, 1073, 758, 1086]
directory-entry: — Peter, Wirtschaft, Winterhuderweg 35	[168, 877, 351, 890]
directory-entry: — Louis, Kaufm., ⇒ VI, 2276, N 1, Nachtigallenstr. 16, ⊠ 22	[168, 410, 446, 423]
directory-entry: ⊙ Wilhelm Hardt, IR, Fabrik v. Bootsriemen, Schiffsblöcken, Schiffsweg, Fendern u. Rettungsart., BCto: Hamb. Priv.-B. u. Postscheck-5993, ⇒ IV, 495, Woltmannstr. 25, ⊠ 1	[805, 980, 1096, 1041]
directory-entry: ⊙ D. Hardung & Co., IR, chem. Artikel, Gänsemarkt 33, ⊠ 36, Inh: H. D. Peiters	[805, 1224, 1101, 1255]
directory-entry: — H., Schlachter, Chrysanderstr. 12, ⊠31	[1124, 345, 1312, 358]
left-page-edge	[0, 30, 70, 2160]
directory-entry: — Max, Arbtr., Rossberg 33, ⊠ 23	[168, 609, 324, 622]
directory-entry: — Otto, Postsekr., Saling 14, ⊠ 26	[805, 781, 962, 794]
directory-entry: — Martin, Arbtr., Humboldtstr. 66, ⊠21	[168, 554, 349, 567]
directory-entry: — Wwe, Amanda, Repsoldstr. 63, ⊠ 1	[490, 403, 664, 416]
directory-entry: — H., Bahnmstr., Detmerstr. 5, ⊠ 33	[1124, 449, 1290, 462]
directory-entry: — Louis, ℱF Gustav Harder, v. Essenstrasse 116, ⊠ 22	[168, 423, 417, 436]
directory-entry: — Paul, ⇒ VIII, 2944 unter F. Petersen, Billh. Brückenstr. 138, ⊠ 27	[805, 794, 1101, 820]
directory-entry: Hardtke, Ad., Arbtr., Kantstr. 9, Hths., ⊠23	[805, 1105, 1013, 1118]
directory-entry: — P., Polizeibeamt., Müggenkampstr. 44	[168, 793, 352, 806]
left-page-fragment: 26	[4, 1902, 18, 1915]
directory-entry: — H., Eisenb.-Beamt., Angerstr. 27, ⊠24	[490, 626, 676, 639]
directory-entry: — Wwe, Meta, Konfektion, Brigittenstr. 3	[1124, 1124, 1314, 1137]
directory-entry: — J. H. P., Poliz. - Oberassistent, Eppend. Marktplatz 15, ⊠ 20	[168, 305, 452, 318]
left-page-fragment: 2	[4, 1199, 11, 1212]
directory-entry: Harlan, Oscar, Kaufm., BCto: Dresdner B., Dep.-Kasse St. Pauli, Tresckowstr. 53	[1124, 1007, 1403, 1033]
